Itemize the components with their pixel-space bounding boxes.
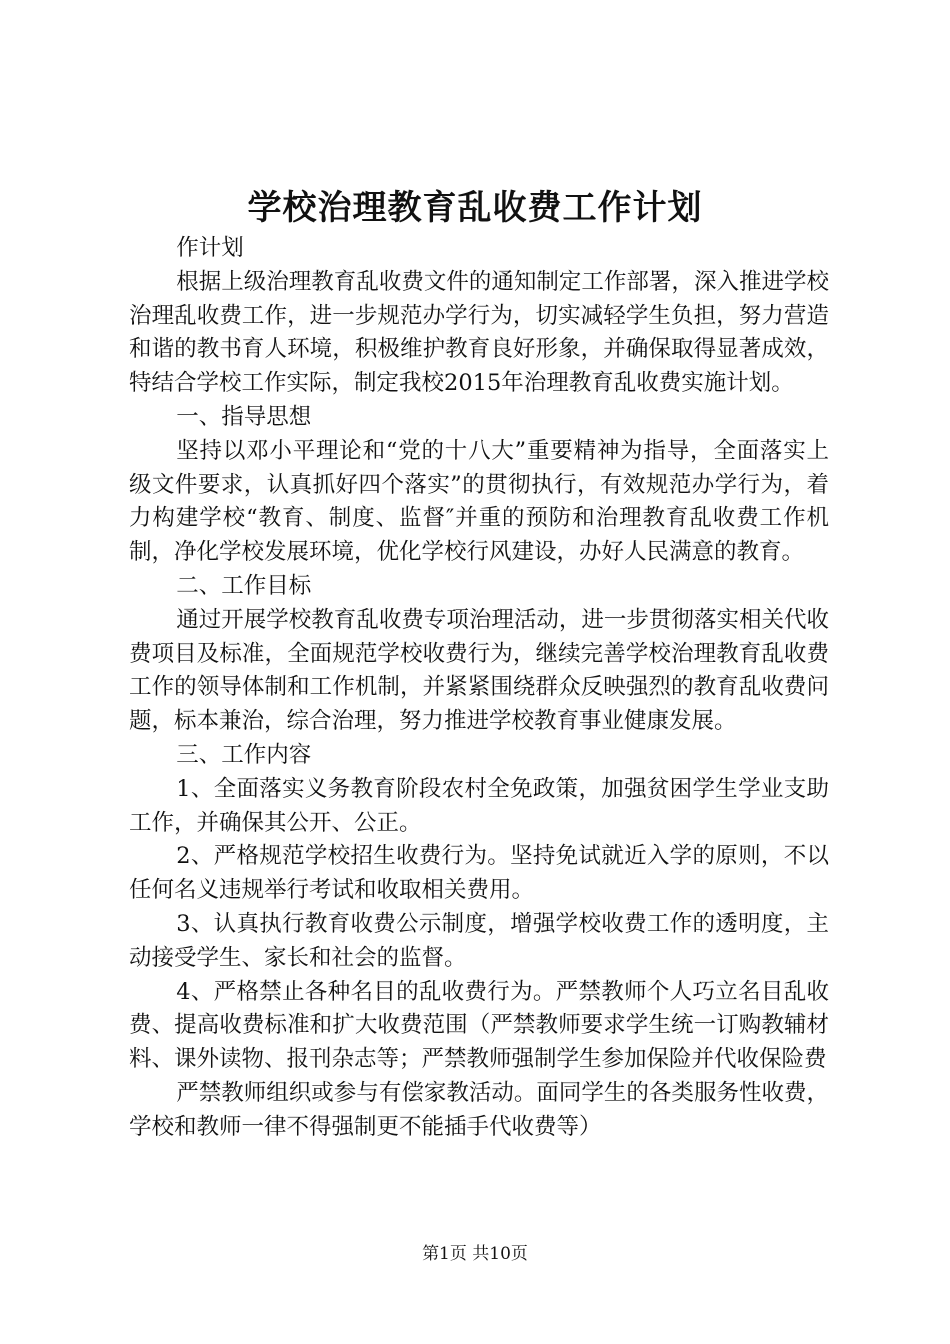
list-item-4: 4、严格禁止各种名目的乱收费行为。严禁教师个人巧立名目乱收费、提高收费标准和扩大收费范围（严禁教师要求学生统一订购教辅材料、课外读物、报刊杂志等；严禁教师强制学生参加保险并代收保险费 (129, 978, 829, 1073)
paragraph-work-goals: 通过开展学校教育乱收费专项治理活动，进一步贯彻落实相关代收费项目及标准，全面规范学校收费行为，继续完善学校治理教育乱收费工作的领导体制和工作机制，并紧紧围绕群众反映强烈的教育乱收费问题，标本兼治，综合治理，努力推进学校教育事业健康发展。 (129, 606, 829, 735)
paragraph-guiding-ideology: 坚持以邓小平理论和“党的十八大”重要精神为指导，全面落实上级文件要求，认真抓好四个落实”的贯彻执行，有效规范办学行为，着力构建学校“教育、制度、监督″并重的预防和治理教育乱收费工作机制，净化学校发展环境，优化学校行风建设，办好人民满意的教育。 (129, 437, 829, 566)
paragraph-preamble: 根据上级治理教育乱收费文件的通知制定工作部署，深入推进学校治理乱收费工作，进一步规范办学行为，切实减轻学生负担，努力营造和谐的教书育人环境，积极维护教育良好形象，并确保取得显著成效，特结合学校工作实际，制定我校2015年治理教育乱收费实施计划。 (129, 268, 829, 397)
paragraph-continuation: 严禁教师组织或参与有偿家教活动。面同学生的各类服务性收费，学校和教师一律不得强制更不能插手代收费等） (129, 1079, 829, 1140)
list-item-2: 2、严格规范学校招生收费行为。坚持免试就近入学的原则，不以任何名义违规举行考试和收取相关费用。 (129, 843, 829, 904)
document-body (129, 232, 829, 1145)
heading-work-content: 三、工作内容 (176, 741, 312, 768)
list-item-3: 3、认真执行教育收费公示制度，增强学校收费工作的透明度，主动接受学生、家长和社会的监督。 (129, 910, 829, 971)
heading-work-goals: 二、工作目标 (176, 572, 312, 599)
list-item-1: 1、全面落实义务教育阶段农村全免政策，加强贫困学生学业支助工作，并确保其公开、公正。 (129, 775, 829, 836)
page-number-footer: 第1页 共10页 (422, 1244, 528, 1264)
document-title: 学校治理教育乱收费工作计划 (247, 188, 703, 228)
heading-guiding-ideology: 一、指导思想 (176, 403, 312, 430)
paragraph-intro-fragment: 作计划 (176, 235, 244, 261)
